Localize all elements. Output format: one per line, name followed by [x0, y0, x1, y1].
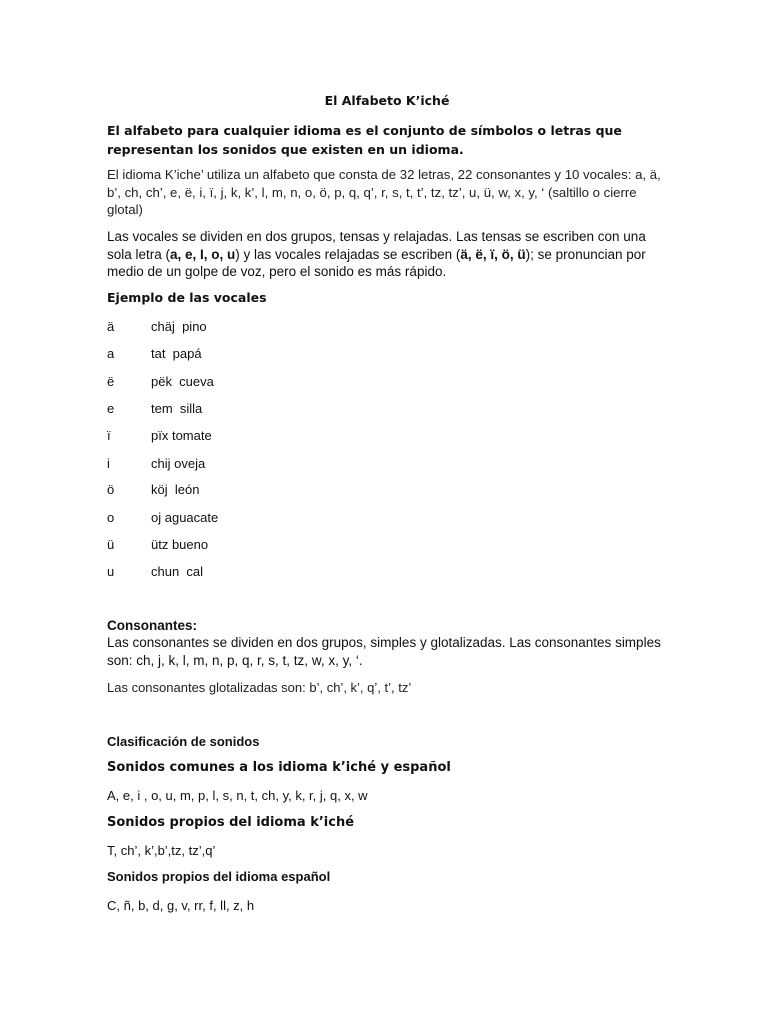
vowel-example: pïx tomate [151, 428, 212, 443]
vowel-letter: ë [107, 374, 115, 389]
vowels-text-1: Las vocales se dividen en dos grupos, tensas y relajadas. Las tensas se escriben con una sola letra ( [107, 229, 646, 262]
kiche-sounds-list: T, ch’, k’,b’,tz, tz’,q’ [107, 843, 216, 858]
vowel-example: köj león [151, 482, 200, 497]
vowels-heading: Ejemplo de las vocales [107, 290, 267, 305]
vowel-letter: ä [107, 319, 115, 334]
vowel-example: oj aguacate [151, 510, 219, 525]
vowel-letter: a [107, 346, 115, 361]
common-sounds-list: A, e, i , o, u, m, p, l, s, n, t, ch, y, k, r, j, q, x, w [107, 788, 368, 803]
vowel-letter: ü [107, 537, 115, 552]
vowel-letter: ö [107, 482, 115, 497]
intro-paragraph: El alfabeto para cualquier idioma es el conjunto de símbolos o letras que representan los sonidos que existen en un idioma. [107, 123, 622, 157]
vowel-letter: o [107, 510, 115, 525]
consonants-glottal-paragraph: Las consonantes glotalizadas son: b’, ch’, k’, q’, t’, tz’ [107, 680, 412, 695]
vowel-letter: i [107, 456, 110, 471]
alphabet-paragraph: El idioma K’iche’ utiliza un alfabeto que consta de 32 letras, 22 consonantes y 10 vocales: a, ä, b’, ch, ch’, e, ë, i, ï, j, k, k’, l, m, n, o, ö, p, q, q’, r, s, t, t’, tz, tz’, u, ü, w, x, y, ‘ (saltillo o cierre glotal) [107, 167, 661, 217]
common-sounds-heading: Sonidos comunes a los idioma k’iché y español [107, 760, 451, 775]
spanish-sounds-heading: Sonidos propios del idioma español [107, 869, 331, 884]
vowel-example: chäj pino [151, 319, 207, 334]
vowel-example: ütz bueno [151, 537, 209, 552]
vowels-paragraph [107, 228, 667, 281]
vowel-example: chun cal [151, 564, 204, 579]
vowel-example: pëk cueva [151, 374, 214, 389]
vowel-letter: e [107, 401, 115, 416]
document-title: El Alfabeto K’iché [324, 93, 450, 108]
relaxed-vowels: ä, ë, ï, ö, ü [460, 246, 526, 262]
tense-vowels: a, e, I, o, u [170, 246, 236, 262]
spanish-sounds-list: C, ñ, b, d, g, v, rr, f, ll, z, h [107, 898, 255, 913]
vowel-example: tat papá [151, 346, 202, 361]
vowel-letter: ï [107, 428, 111, 443]
vowels-text-3: ); se pronuncian por medio de un golpe de voz, pero el sonido es más rápido. [107, 246, 646, 279]
kiche-sounds-heading: Sonidos propios del idioma k’iché [107, 815, 355, 830]
vowel-letter: u [107, 564, 115, 579]
vowel-example: tem silla [151, 401, 203, 416]
consonants-heading: Consonantes: [107, 618, 198, 633]
vowel-example: chij oveja [151, 456, 206, 471]
vowels-text-2: ) y las vocales relajadas se escriben ( [235, 246, 461, 262]
consonants-simple-paragraph: Las consonantes se dividen en dos grupos, simples y glotalizadas. Las consonantes simples son: ch, j, k, l, m, n, p, q, r, s, t, tz, w, x, y, ‘. [107, 635, 661, 668]
classification-heading: Clasificación de sonidos [107, 734, 260, 749]
